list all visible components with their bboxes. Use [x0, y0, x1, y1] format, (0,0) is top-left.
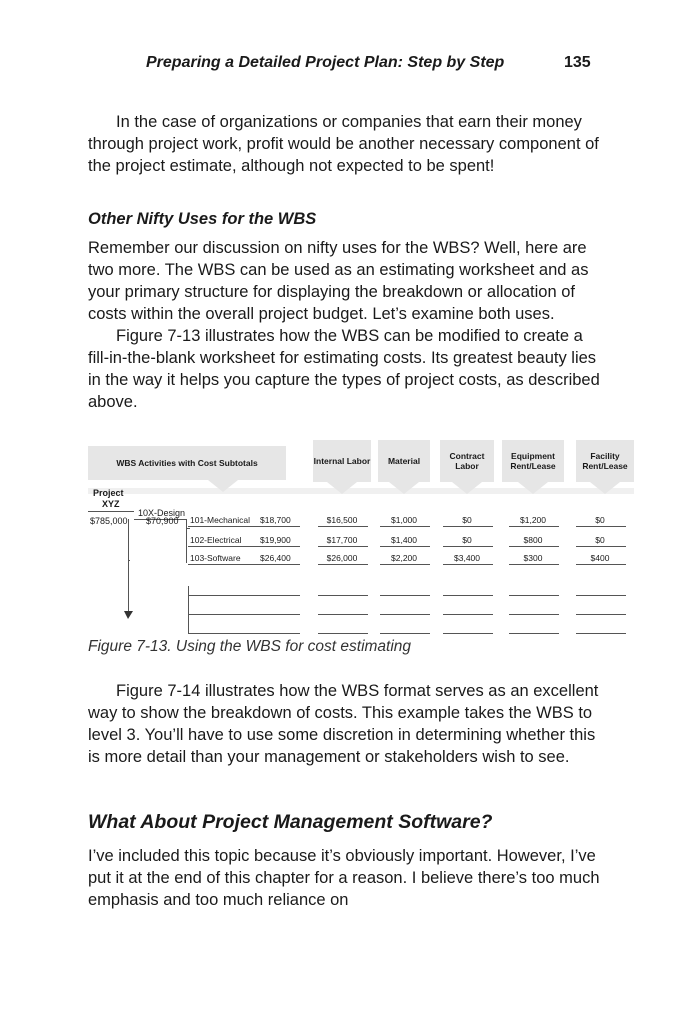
- paragraph-nifty-uses: [88, 237, 600, 413]
- header-facility: Facility Rent/Lease: [576, 440, 634, 482]
- blank-line: [576, 614, 626, 615]
- blank-branch: [188, 586, 189, 634]
- blank-line: [380, 614, 430, 615]
- header-equipment: Equipment Rent/Lease: [502, 440, 564, 482]
- blank-line: [318, 633, 368, 634]
- cell-underline: [509, 546, 559, 547]
- cell-value: $800: [523, 535, 543, 545]
- blank-line: [443, 633, 493, 634]
- paragraph-text: I’ve included this topic because it’s obviously important. However, I’ve put it at the end of this chapter for a reason. I believe there’s too much emphasis and too much reliance on: [88, 847, 600, 909]
- project-name: XYZ: [102, 499, 120, 509]
- cell-underline: [318, 526, 368, 527]
- cell-underline: [576, 564, 626, 565]
- paragraph-text: Figure 7-14 illustrates how the WBS format serves as an excellent way to show the breakdown of costs. This example takes the WBS to level 3. You’ll have to use some discretion in determining whether this is more detail than your management or stakeholders wish to see.: [88, 682, 599, 766]
- section-heading-pm-software: What About Project Management Software?: [88, 811, 493, 833]
- blank-line: [576, 633, 626, 634]
- cell-underline: [318, 546, 368, 547]
- arrow-down-icon: [389, 482, 419, 494]
- arrow-down-icon: [124, 611, 133, 619]
- arrow-down-icon: [518, 482, 548, 494]
- cell-underline: [380, 564, 430, 565]
- blank-line: [576, 595, 626, 596]
- paragraph-text: Figure 7-13 illustrates how the WBS can be modified to create a fill-in-the-blank worksheet for estimating costs. Its greatest beauty lies in the way it helps you capture the types of project costs, as described above.: [88, 327, 600, 411]
- cell-value: $2,200: [391, 553, 417, 563]
- cell-value: $0: [595, 535, 605, 545]
- header-contract-labor: Contract Labor: [440, 440, 494, 482]
- arrow-down-icon: [327, 482, 357, 494]
- tree-trunk: [128, 519, 129, 611]
- subheading-nifty-uses: Other Nifty Uses for the WBS: [88, 210, 317, 228]
- row-name-electrical: 102-Electrical: [190, 535, 242, 545]
- connector: [186, 528, 190, 529]
- cell-underline: [509, 526, 559, 527]
- paragraph-text: In the case of organizations or companies that earn their money through project work, profit would be another necessary component of the project estimate, although not expected to be spent!: [88, 113, 599, 175]
- cell-value: $1,000: [391, 515, 417, 525]
- page-header: [0, 54, 682, 76]
- cell-underline: [509, 564, 559, 565]
- blank-line: [318, 614, 368, 615]
- blank-line: [380, 633, 430, 634]
- header-material: Material: [378, 440, 430, 482]
- deliverable-branch: [186, 519, 187, 563]
- header-band: [88, 488, 634, 494]
- figure-caption: Figure 7-13. Using the WBS for cost estimating: [88, 638, 412, 655]
- blank-line: [188, 614, 300, 615]
- cell-underline: [443, 546, 493, 547]
- cell-value: $400: [590, 553, 610, 563]
- project-total: $785,000: [90, 516, 128, 526]
- blank-line: [443, 614, 493, 615]
- cell-value: $17,700: [326, 535, 358, 545]
- cell-underline: [443, 564, 493, 565]
- paragraph-text: Remember our discussion on nifty uses for the WBS? Well, here are two more. The WBS can be used as an estimating worksheet and as your primary structure for displaying the breakdown or allocation of costs within the overall project budget. Let’s examine both uses.: [88, 239, 589, 323]
- cell-value: $300: [523, 553, 543, 563]
- cell-value: $0: [595, 515, 605, 525]
- running-title: Preparing a Detailed Project Plan: Step by Step: [146, 54, 505, 71]
- project-underline: [88, 511, 134, 512]
- header-wbs-activities: WBS Activities with Cost Subtotals: [88, 446, 286, 480]
- paragraph-pm-software: [88, 845, 600, 911]
- blank-line: [509, 595, 559, 596]
- blank-line: [318, 595, 368, 596]
- blank-line: [509, 633, 559, 634]
- blank-line: [509, 614, 559, 615]
- row-underline: [188, 546, 300, 547]
- blank-line: [443, 595, 493, 596]
- cell-value: $1,200: [520, 515, 546, 525]
- cell-value: $0: [462, 535, 472, 545]
- row-subtotal-software: $26,400: [260, 553, 291, 563]
- page-number: 135: [564, 54, 591, 71]
- deliverable-name: 10X-Design: [138, 508, 186, 518]
- cell-value: $26,000: [326, 553, 358, 563]
- row-subtotal-mechanical: $18,700: [260, 515, 291, 525]
- cell-underline: [380, 526, 430, 527]
- row-name-mechanical: 101-Mechanical: [190, 515, 251, 525]
- cell-value: $16,500: [326, 515, 358, 525]
- row-subtotal-electrical: $19,900: [260, 535, 291, 545]
- header-internal-labor: Internal Labor: [313, 440, 371, 482]
- project-label: Project: [93, 488, 124, 498]
- paragraph-wbs-format: [88, 680, 600, 768]
- arrow-down-icon: [590, 482, 620, 494]
- arrow-down-icon: [208, 480, 238, 492]
- paragraph-profit: [88, 111, 600, 177]
- deliverable-total: $70,900: [146, 516, 179, 526]
- connector: [128, 560, 130, 561]
- cell-underline: [576, 546, 626, 547]
- cell-underline: [576, 526, 626, 527]
- row-underline: [188, 564, 300, 565]
- blank-line: [188, 595, 300, 596]
- cell-underline: [380, 546, 430, 547]
- blank-line: [188, 633, 300, 634]
- cell-value: $1,400: [391, 535, 417, 545]
- cell-underline: [318, 564, 368, 565]
- row-name-software: 103-Software: [190, 553, 241, 563]
- arrow-down-icon: [452, 482, 482, 494]
- cell-value: $0: [462, 515, 472, 525]
- row-underline: [188, 526, 300, 527]
- figure-wbs-cost-worksheet: [88, 440, 634, 636]
- blank-line: [380, 595, 430, 596]
- cell-value: $3,400: [454, 553, 480, 563]
- cell-underline: [443, 526, 493, 527]
